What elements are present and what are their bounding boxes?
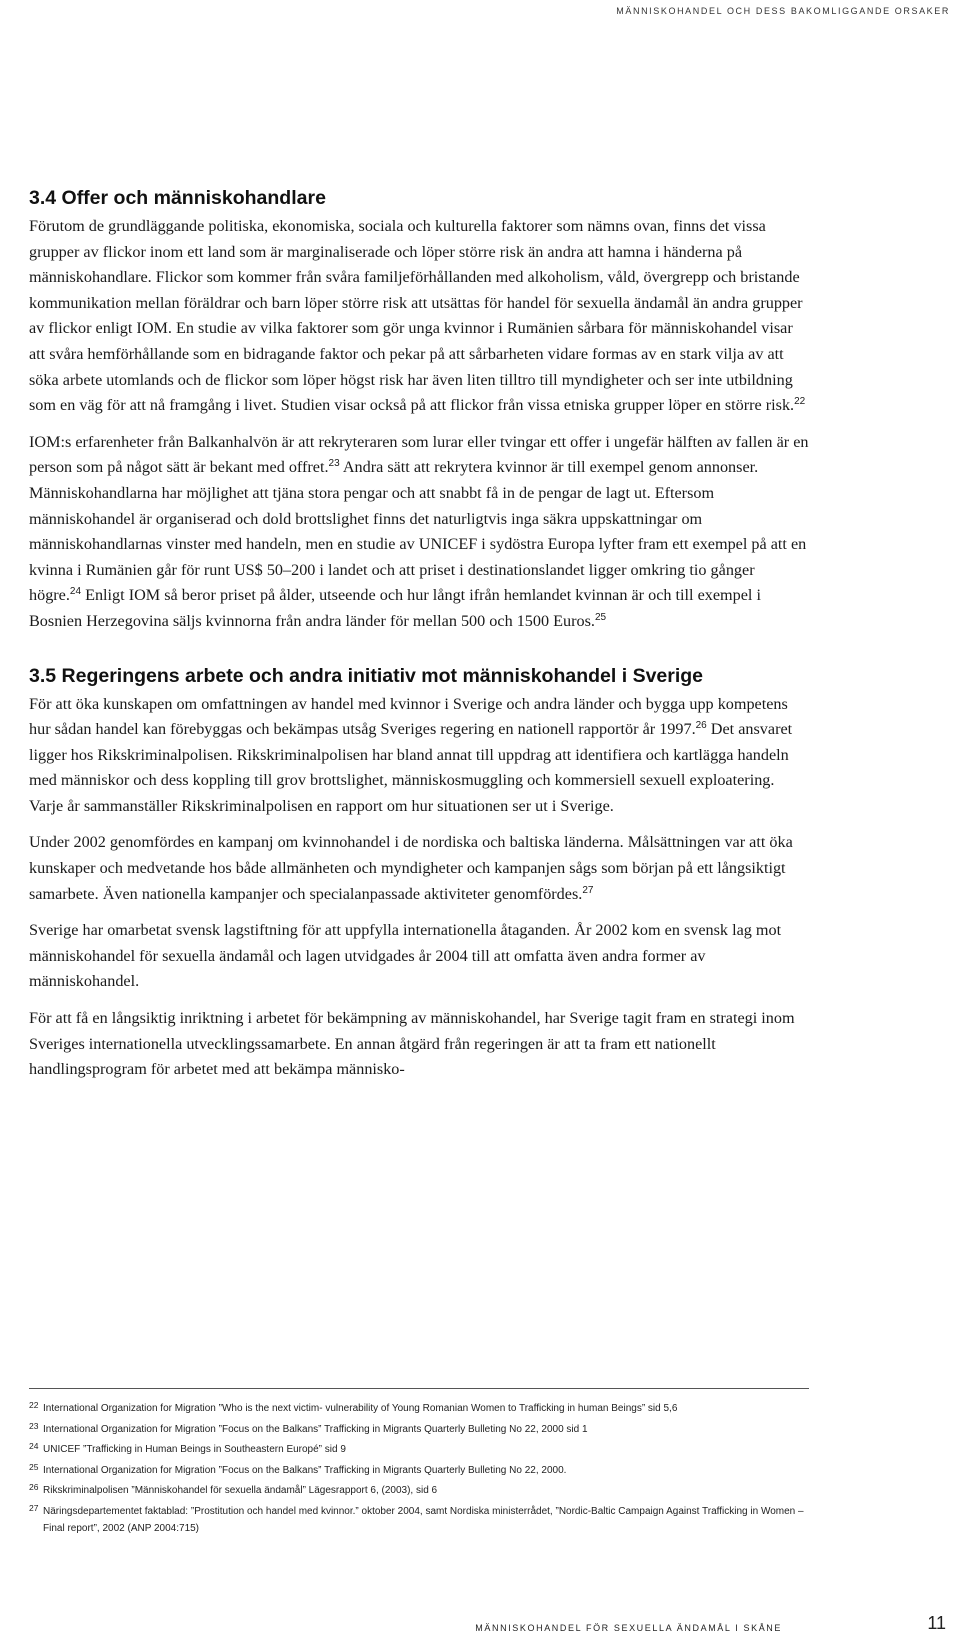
running-footer: MÄNNISKOHANDEL FÖR SEXUELLA ÄNDAMÅL I SKÅNE bbox=[475, 1623, 782, 1633]
footnote-text: Näringsdepartementet faktablad: ”Prostitution och handel med kvinnor.” oktober 2004, samt Nordiska ministerrådet, ”Nordic-Baltic Campaign Against Trafficking in Women – Final report”, 2002 (ANP 2004:715) bbox=[43, 1505, 804, 1534]
footnote-24 bbox=[29, 1438, 809, 1459]
paragraph-6: För att få en långsiktig inriktning i arbetet för bekämpning av människohandel, har Sverige tagit fram en strategi inom Sveriges internationella utvecklingssamarbete. En annan åtgärd från regeringen är att ta fram ett nationellt handlingsprogram för arbetet med att bekämpa människo- bbox=[29, 1009, 795, 1079]
footnote-ref-24[interactable]: 24 bbox=[69, 586, 82, 598]
main-content bbox=[29, 187, 809, 1094]
footnote-ref-25[interactable]: 25 bbox=[594, 611, 607, 623]
footnote-number: 26 bbox=[29, 1482, 39, 1493]
page-number: 11 bbox=[927, 1613, 946, 1633]
running-header: MÄNNISKOHANDEL OCH DESS BAKOMLIGGANDE ORSAKER bbox=[616, 6, 950, 16]
footnote-text: International Organization for Migration ”Focus on the Balkans” Trafficking in Migrants Quarterly Bulleting No 22, 2000. bbox=[43, 1464, 567, 1476]
paragraph-text: Enligt IOM så beror priset på ålder, utseende och hur långt ifrån hemlandet kvinnan är och till exempel i Bosnien Herzegovina säljs kvinnorna från andra länder för mellan 500 och 1500 Euros. bbox=[29, 586, 761, 630]
paragraph-text: Andra sätt att rekrytera kvinnor är till exempel genom annonser. Människohandlarna har möjlighet att tjäna stora pengar och att snabbt få in de pengar de lagt ut. Eftersom människohandel är organiserad och dold brottslighet finns det naturligtvis inga säkra uppskattningar om människohandlarnas vinster med handeln, men en studie av UNICEF i sydöstra Europa lyfter fram ett exempel på att en kvinna i Rumänien går för runt US$ 50–200 i landet och att priset i destinationslandet ligger omkring tio gånger högre. bbox=[29, 458, 807, 605]
paragraph-text: IOM:s erfarenheter från Balkanhalvön är att rekryteraren som lurar eller tvingar ett offer i ungefär hälften av fallen är en person som på något sätt är bekant med offret. bbox=[29, 432, 809, 477]
footnote-ref-26[interactable]: 26 bbox=[695, 720, 707, 732]
footnote-divider bbox=[29, 1388, 809, 1389]
footnote-23 bbox=[29, 1418, 809, 1439]
footnote-25 bbox=[29, 1459, 809, 1480]
paragraph-5: Sverige har omarbetat svensk lagstiftning för att uppfylla internationella åtaganden. År 2002 kom en svensk lag mot människohandel för sexuella ändamål och lagen utvidgades år 2004 till att omfatta även andra former av människohandel. bbox=[29, 921, 782, 991]
footnote-ref-23[interactable]: 23 bbox=[328, 458, 340, 470]
footnote-ref-27[interactable]: 27 bbox=[582, 884, 594, 896]
footnote-text: Rikskriminalpolisen ”Människohandel för sexuella ändamål” Lägesrapport 6, (2003), sid 6 bbox=[43, 1485, 438, 1497]
footnotes bbox=[29, 1388, 809, 1537]
footnote-26 bbox=[29, 1479, 809, 1500]
footnote-22 bbox=[29, 1397, 809, 1418]
footnote-text: International Organization for Migration ”Focus on the Balkans” Trafficking in Migrants Quarterly Bulleting No 22, 2000 sid 1 bbox=[43, 1423, 588, 1435]
paragraph-4 bbox=[29, 830, 809, 907]
footnote-ref-22[interactable]: 22 bbox=[794, 396, 806, 408]
paragraph-text: Förutom de grundläggande politiska, ekonomiska, sociala och kulturella faktorer som nämns ovan, finns det vissa grupper av flickor inom ett land som är marginaliserade och löper större risk än andra att hamna i händerna på människohandlare. Flickor som kommer från svåra familjeförhållanden med alkoholism, våld, övergrepp och bristande kommunikation mellan föräldrar och barn löper större risk att utsättas för handel för sexuella ändamål än andra grupper av flickor enligt IOM. En studie av vilka faktorer som gör unga kvinnor i Rumänien sårbara för människohandel visar att svåra hemförhållande som en bidragande faktor och pekar på att sårbarheten vidare formas av en stark vilja av att söka arbete utomlands och de flickor som löper högst risk har även liten tilltro till myndigheter och ser inte utbildning som en väg för att nå framgång i livet. Studien visar också på att flickor från vissa etniska grupper löper en större risk. bbox=[29, 217, 803, 415]
paragraph-3 bbox=[29, 692, 809, 820]
footnote-number: 24 bbox=[29, 1441, 39, 1452]
paragraph-2 bbox=[29, 430, 809, 635]
footnote-number: 22 bbox=[29, 1400, 39, 1410]
footnote-number: 23 bbox=[29, 1420, 39, 1431]
paragraph-text: För att öka kunskapen om omfattningen av handel med kvinnor i Sverige och andra länder och bygga upp kompetens hur sådan handel kan förebyggas och bekämpas utsåg Sveriges regering en nationell rapportör år 1997. bbox=[29, 694, 788, 739]
footnote-number: 27 bbox=[29, 1502, 39, 1513]
section-heading-3-5: 3.5 Regeringens arbete och andra initiativ mot människohandel i Sverige bbox=[29, 664, 704, 687]
paragraph-text: Det ansvaret ligger hos Rikskriminalpolisen. Rikskriminalpolisen har bland annat till uppdrag att identifiera och kartlägga handeln med människor och dess koppling till grov brottslighet, människosmuggling och kommersiell sexuell exploatering. Varje år sammanställer Rikskriminalpolisen en rapport om hur situationen ser ut i Sverige. bbox=[29, 720, 793, 815]
section-heading-3-4: 3.4 Offer och människohandlare bbox=[29, 187, 326, 209]
footnote-27 bbox=[29, 1500, 809, 1537]
footnote-text: International Organization for Migration ”Who is the next victim- vulnerability of Young Romanian Women to Trafficking in human Beings” sid 5,6 bbox=[43, 1403, 678, 1414]
paragraph-text: Under 2002 genomfördes en kampanj om kvinnohandel i de nordiska och baltiska länderna. Målsättningen var att öka kunskaper och medvetande hos både allmänheten och myndigheter och kampanjen sågs som början på ett långsiktigt samarbete. Även nationella kampanjer och specialanpassade aktiviteter genomfördes. bbox=[29, 833, 793, 903]
footnote-text: UNICEF ”Trafficking in Human Beings in Southeastern Europé” sid 9 bbox=[43, 1444, 346, 1456]
footnote-number: 25 bbox=[29, 1461, 39, 1472]
paragraph-1 bbox=[29, 214, 809, 419]
